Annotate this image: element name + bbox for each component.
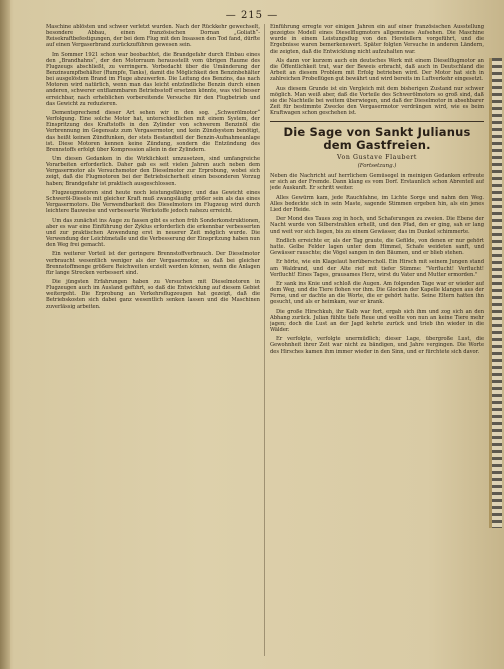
story-paragraph: Er sank ins Knie und schloß die Augen. Am folgenden Tage war er wieder auf dem Weg, und die Tiere flohen vor ihm. Die Glocken der Kapelle klangen aus der Ferne, und er dachte an die Worte, die er gehört hatte. Seine Eltern hatten ihn gesucht, und als er heimkam, war er krank.	[270, 280, 484, 306]
story-continuation-note: (Fortsetzung.)	[357, 163, 397, 170]
right-paragraph: Als dann vor kurzem auch ein deutsches Werk mit einem Dieselflugmotor an die Öffentlichkeit trat, war der Beweis erbracht, daß auch in Deutschland die Arbeit an diesem Problem mit Erfolg betrieben wird. Der Motor hat sich in zahlreichen Probeflügen gut bewährt und wird bereits im Luftverkehr eingesetzt.	[270, 57, 484, 83]
left-paragraph: Im Sommer 1921 schon war beobachtet, die Brandgefahr durch Einbau eines den „Brandhahns“, der den Motorraum herausstellt vom übrigen Raume des Flugzeugs abschließt, zu verringern. Vorbedacht über die Umänderung der Benzinsumpfbehälter (Rumpfe, Tanks), damit die Möglichkeit den Benzinbehälter bei ausgelöstem Brand im Fluge abzuwerfen. Die Leitung des Benzins, das nach Motoren wird natürlich, wenn man das leicht entzündliche Benzin durch einen anderen, schwerer entflammbaren Betriebsstoff ersetzen könnte, was viel besser erreichbar, nach erheblichen vorbereitende Versuche für den Flugbetrieb und das Gewicht zu reduzieren.	[46, 51, 260, 107]
right-column	[270, 24, 484, 656]
left-paragraph: Flugzeugmotoren sind heute noch leistungsfähiger, und das Gewicht eines Schweröl-Diesels mit gleicher Kraft muß zwangsläufig größer sein als das eines Vergasermotors. Die Verwendbarkeit des Dieselmotors im Flugzeug wird durch leichtere Bauweise und verbesserte Werkstoffe jedoch nahezu erreicht.	[46, 189, 260, 215]
story-paragraph: Alles Gewürm kam, jede Rauchfahne, im Lichte Sorge und nahm den Weg. Alles bedeckte sich in sein Maste, sagende Stimmen ergeben hin, als ein jenes Lied der Heide.	[270, 194, 484, 213]
left-paragraph: Ein weiterer Vorteil ist der geringere Brennstoffverbrauch. Der Dieselmotor verbraucht wesentlich weniger als der Vergasermotor, so daß bei gleicher Brennstoffmenge größere Reichweiten erzielt werden können, wenn die Anlagen für lange Strecken verbessert sind.	[46, 251, 260, 276]
story-paragraph: Die große Hirschkuh, ihr Kalb war fort, ergab sich ihm und zog sich an den Abhang zurück. Julian fühlte tiefe Reue und wollte von nun an keine Tiere mehr jagen; doch die Lust an der Jagd kehrte zurück und trieb ihn wieder in die Wälder.	[270, 308, 484, 333]
story-paragraph: Er hörte, wie ein Klagelaut herüberscholl. Ein Hirsch mit seinem Jungen stand am Waldrand, und der Alte rief mit tiefer Stimme: "Verflucht! Verflucht! Verflucht! Eines Tages, grausames Herz, wirst du Vater und Mutter ermorden."	[270, 259, 484, 278]
section-rule	[270, 121, 484, 122]
story-paragraph: Der Mond des Taues zog in hoch, und Schaferungen zu zweien. Die Ebene der Nacht wurde von Silberstrahlen erhellt, und den Pfad, den er ging, sah er lang und weit vor sich liegen, bis zu einem Gewässer, das im Dunkel schimmerte.	[270, 216, 484, 235]
story-paragraph: Neben die Nachricht auf herrlichem Gemüsegel in meinigen Gedanken erfreute er sich an der Fremde. Dann klang es vom Dorf. Erstaunlich schon Abrenteil auf jede Auskunft. Er schritt weiter.	[270, 173, 484, 192]
story-byline: Von Gustave Flaubert	[337, 154, 417, 162]
column-divider	[264, 24, 265, 656]
page-number: — 215 —	[225, 10, 279, 21]
left-column	[46, 24, 260, 656]
story-paragraph: Endlich erreichte er, als der Tag graute, die Gefilde, von denen er nur gehört hatte. Gelbe Felder lagen unter dem Himmel, Schafe weideten sanft, und Gewässer rauschte; die Vögel sangen in den Bäumen, und er blieb stehen.	[270, 237, 484, 257]
left-paragraph: Maschine ablösten und schwer verletzt wurden. Nach der Rückkehr gewechselt, besondere Abbau, einen französischen Dornan „Goliath“-Reisekraftbefestigungen, der bei dem Flug mit den Insassen den Tod fand, dürfte auf einen Vergaserbrand zurückzuführen gewesen sein.	[46, 24, 260, 49]
left-paragraph: Die jüngsten Erfahrungen haben zu Versuchen mit Dieselmotoren in Flugzeugen auch im Ausland geführt, so daß die Entwicklung auf diesem Gebiet weitergeht. Die Erprobung an Verkehrsflugzeugen hat gezeigt, daß die Betriebskosten sich dabei ganz wesentlich senken lassen und die Maschinen zuverlässig arbeiten.	[46, 279, 260, 310]
left-paragraph: Dementsprechend dieser Art sehen wir in den sog. „Schwerölmotor“ Verfolgung. Eine solche Motor hat, unterschiedlichen mit einem System, der Einspritzung des Kraftstoffs in den Zylinder von schwerem Benzinöl die Verbrennung im Gegensatz zum Vergasermotor, und kein Zündsystem benötigt, das heißt keinen Zündfunken, der stets Bestandteil der Benzin-Aufnahmeanlage ist. Diese Motoren kennen keine Zündung, sondern die Entzündung des Brennstoffs erfolgt über Kompression allein in der Zylindern.	[46, 110, 260, 153]
right-paragraph: Aus diesem Grunde ist ein Vergleich mit dem bisherigen Zustand nur schwer möglich. Man weiß aber, daß die Vorteile des Schwerölmotors so groß sind, daß sie die Nachteile bei weitem überwiegen, und daß der Dieselmotor in absehbarer Zeit für bestimmte Zwecke den Vergasermotor verdrängen wird, wie es beim Kraftwagen schon geschehen ist.	[270, 85, 484, 116]
story-title: Die Sage von Sankt Julianus dem Gastfreien.	[283, 125, 471, 153]
left-paragraph: Um das zunächst ins Auge zu fassen gibt es schon früh Sonderkonstruktionen, aber es war eine Einführung der Zyklus erforderlich die erkennbar verbesserten und zur praktischen Anwendung erst in neuerer Zeit möglich wurde. Die Verwendung der Leichtmetalle und die Verbesserung der Einspritzung haben nun den Weg frei gemacht.	[46, 217, 260, 249]
left-paragraph: Um diesen Gedanken in die Wirklichkeit umzusetzen, sind umfangreiche Vorarbeiten erforderlich. Daher gab es seit vielen Jahren auch neben dem Vergasermotor als Versuchsmotor den Dieselmotor zur Erprobung, wobei sich zeigt, daß die Flugmotoren bei der Betriebsicherheit einen besonderen Vorzug haben; Brandgefahr ist praktisch ausgeschlossen.	[46, 156, 260, 187]
book-spine-shadow	[0, 0, 10, 669]
right-paragraph: Einführung erregte vor einigen Jahren ein auf einer französischen Ausstellung gezeigtes Modell eines Dieselflugmotors allgemeines Aufsehen. Die Maschine wurde in einem Leistungsflug von den Herstellern vorgeführt, und die Ergebnisse waren bemerkenswert. Später folgten Versuche in anderen Ländern, die zeigten, daß die Entwicklung nicht aufzuhalten war.	[270, 24, 484, 55]
story-paragraph: Er verfolgte, verfolgte unermüdlich; dieser Lage, übergroße Lust, die Gewohnheit ihrer Zeit war nicht zu bändigen, und Jahre vergingen. Die Worte des Hirsches kamen ihm immer wieder in den Sinn, und er fürchtete sich davor.	[270, 336, 484, 355]
scan-ruler-strip	[492, 58, 502, 528]
